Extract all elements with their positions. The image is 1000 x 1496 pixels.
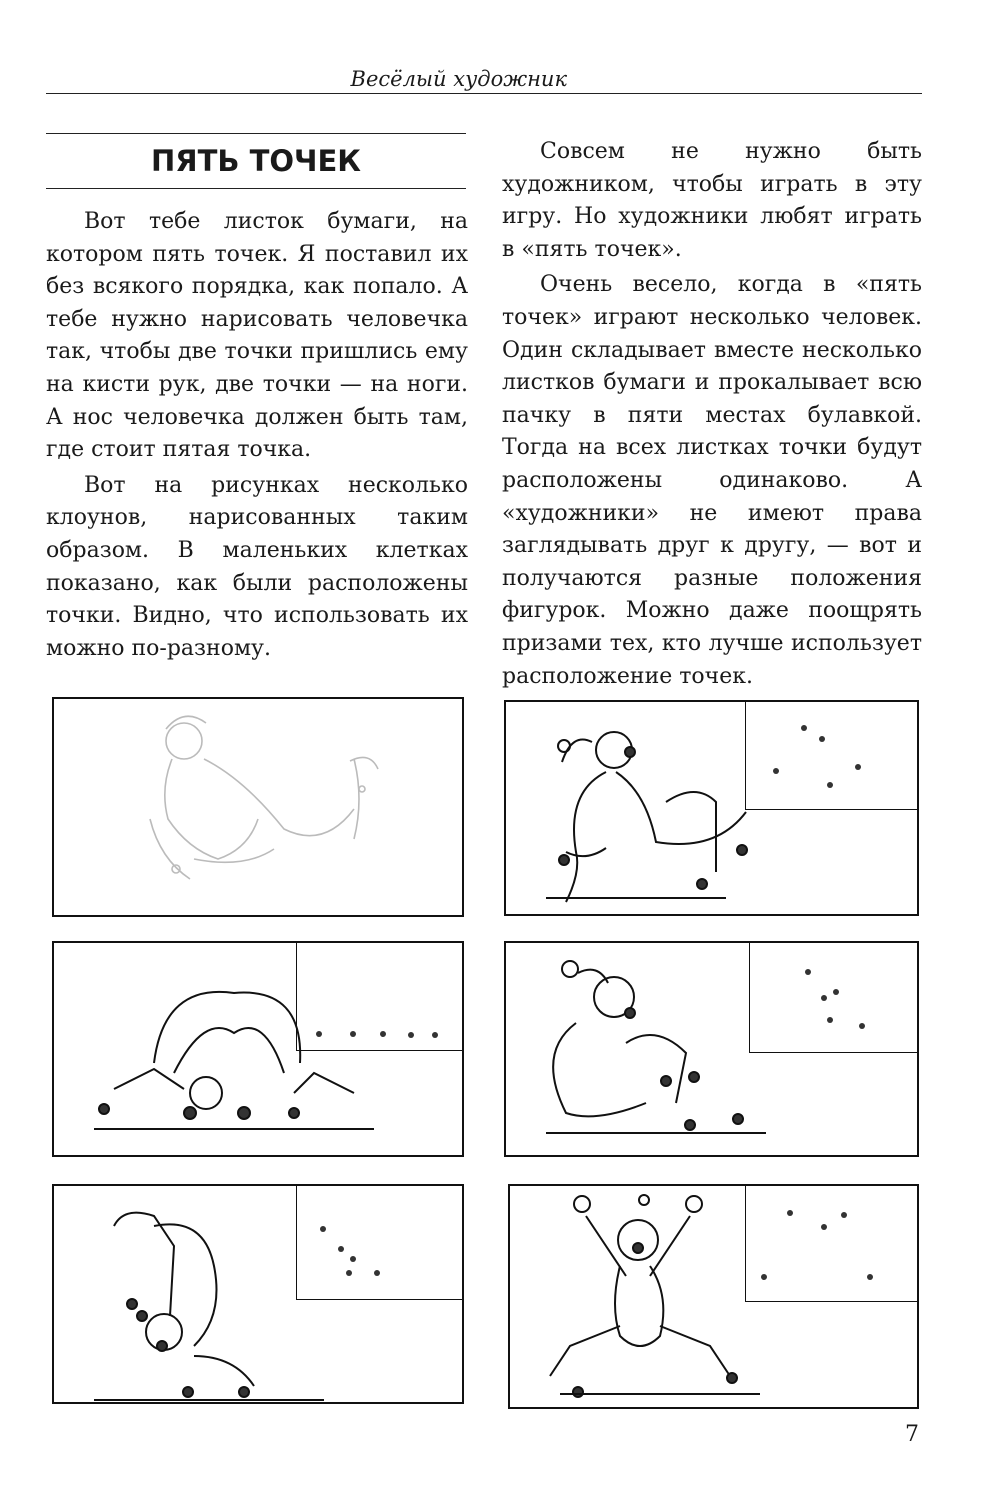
left-paragraph-2: Вот на рисунках несколько клоунов, нарисованных таким образом. В маленьких клетках показано, как были расположены точки. Видно, что использовать их можно по-разному. [46, 472, 468, 661]
illustration-panel-5 [52, 1184, 464, 1404]
illustration-panel-3 [52, 941, 464, 1157]
running-title: Весёлый художник [350, 67, 567, 91]
page-number: 7 [905, 1422, 919, 1447]
illustration-panel-1 [52, 697, 464, 917]
illustration-panel-2 [504, 700, 919, 916]
right-paragraph-2: Очень весело, когда в «пять точек» играют несколько человек. Один складывает вместе несколько листков бумаги и прокалывает всю пачку в пяти местах булавкой. Тогда на всех листках точки будут расположены одинаково. А «художники» не имеют права заглядывать друг к другу, — вот и получаются разные положения фигурок. Можно даже поощрять призами тех, кто лучше использует расположение точек. [502, 272, 922, 689]
clown-sitting-drawing [506, 702, 916, 914]
clown-handstand-drawing [54, 1186, 462, 1402]
left-paragraph-1: Вот тебе листок бумаги, на котором пять точек. Я поставил их без всякого порядка, как попало. А тебе нужно нарисовать человечка так, чтобы две точки пришлись ему на кисти рук, две точки — на ноги. А нос человечка должен быть там, где стоит пятая точка. [46, 209, 468, 463]
clown-arms-up-drawing [510, 1186, 917, 1407]
faded-clown-sketch [54, 699, 462, 915]
left-column [46, 206, 468, 668]
section-title: ПЯТЬ ТОЧЕК [46, 133, 466, 189]
illustration-panel-4 [504, 941, 919, 1157]
illustration-panel-6 [508, 1184, 919, 1409]
clown-bending-drawing [54, 943, 462, 1155]
right-column [502, 136, 922, 696]
clown-hugging-knees-drawing [506, 943, 916, 1155]
running-header [46, 64, 922, 94]
right-paragraph-1: Совсем не нужно быть художником, чтобы играть в эту игру. Но художники любят играть в «пять точек». [502, 139, 922, 262]
